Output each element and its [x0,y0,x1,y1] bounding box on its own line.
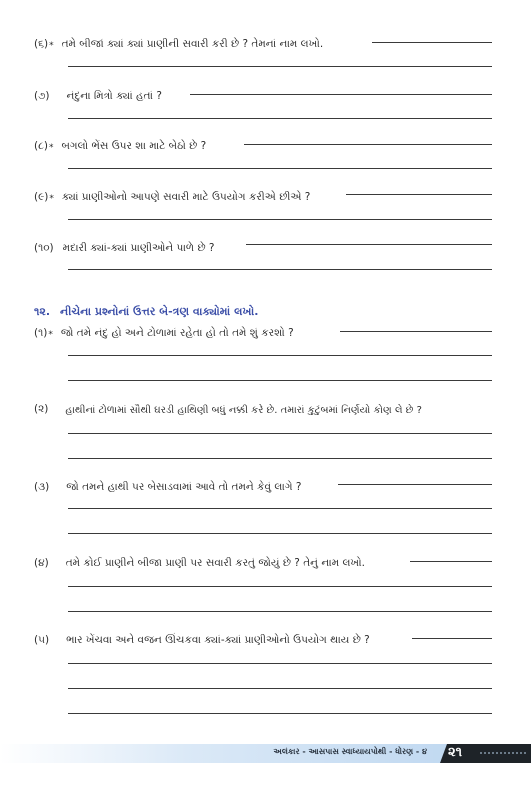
answer-line[interactable] [68,380,492,381]
page-number: ૨૧ [448,745,463,760]
answer-line[interactable] [68,355,492,356]
section-heading [34,305,258,319]
question-text: નંદુના મિત્રો ક્યાં હતાં ? [66,90,162,102]
answer-line[interactable] [68,586,492,587]
question-number: (૮) [34,140,48,152]
question-text: મદારી ક્યાં-ક્યાં પ્રાણીઓને પાળે છે ? [62,242,215,254]
answer-line[interactable] [68,433,492,434]
answer-line[interactable] [244,144,492,145]
star-marker: * [48,330,53,340]
section-title: નીચેના પ્રશ્નોનાં ઉત્તર બે-ત્રણ વાક્યોમાં લખો. [60,305,259,318]
question-text: હાથીનાં ટોળામાં સૌથી ઘરડી હાથિણી બધું નક્કી કરે છે. તમારાં કુટુંબમાં નિર્ણયો કોણ લે છે ? [65,405,422,416]
answer-line[interactable] [340,331,492,332]
question-text: જો તમે નંદુ હો અને ટોળામાં રહેતા હો તો તમે શું કરશો ? [60,327,294,339]
star-marker: * [48,143,54,153]
question-number: (૩) [34,481,50,493]
decorative-dots [480,752,526,757]
answer-line[interactable] [68,458,492,459]
answer-line[interactable] [68,118,492,119]
answer-line[interactable] [346,194,492,195]
question-number: (૨) [34,403,49,415]
answer-line[interactable] [246,244,492,245]
question-number: (૯) [34,191,49,203]
star-marker: * [49,41,54,51]
question-text: ભાર ખેંચવા અને વજન ઊંચકવા ક્યાં-ક્યાં પ્રાણીઓનો ઉપયોગ થાય છે ? [66,634,370,646]
question-number: (૪) [34,557,49,569]
question-number: (૧) [34,327,48,339]
answer-line[interactable] [68,663,492,664]
question-text: ક્યાં પ્રાણીઓનો આપણે સવારી માટે ઉપયોગ કરીએ છીએ ? [61,191,311,203]
answer-line[interactable] [68,713,492,714]
answer-line[interactable] [412,638,492,639]
answer-line[interactable] [68,688,492,689]
answer-line[interactable] [68,269,492,270]
question-number: (૬) [34,38,49,50]
answer-line[interactable] [68,168,492,169]
answer-line[interactable] [68,219,492,220]
section-number: ૧૨. [34,305,51,318]
star-marker: * [49,194,54,204]
question-text: બગલો ભેંસ ઉપર શા માટે બેઠો છે ? [61,140,207,152]
answer-line[interactable] [190,94,492,95]
answer-line[interactable] [338,484,492,485]
question-text: જો તમને હાથી પર બેસાડવામાં આવે તો તમને કેવું લાગે ? [66,481,302,493]
answer-line[interactable] [68,533,492,534]
answer-line[interactable] [68,66,492,67]
answer-line[interactable] [410,561,492,562]
question-text: તમે કોઈ પ્રાણીને બીજા પ્રાણી પર સવારી કરતું જોયું છે ? તેનું નામ લખો. [65,557,366,569]
answer-line[interactable] [372,42,492,43]
answer-line[interactable] [68,611,492,612]
question-number: (૫) [34,634,50,646]
footer-title: અલંકાર - આસપાસ સ્વાધ્યાયપોથી - ધોરણ - ૪ [273,747,427,756]
question-number: (૧૦) [34,242,54,254]
answer-line[interactable] [68,508,492,509]
question-text: તમે બીજાં ક્યાં ક્યાં પ્રાણીની સવારી કરી છે ? તેમનાં નામ લખો. [61,38,324,50]
question-number: (૭) [34,90,50,102]
